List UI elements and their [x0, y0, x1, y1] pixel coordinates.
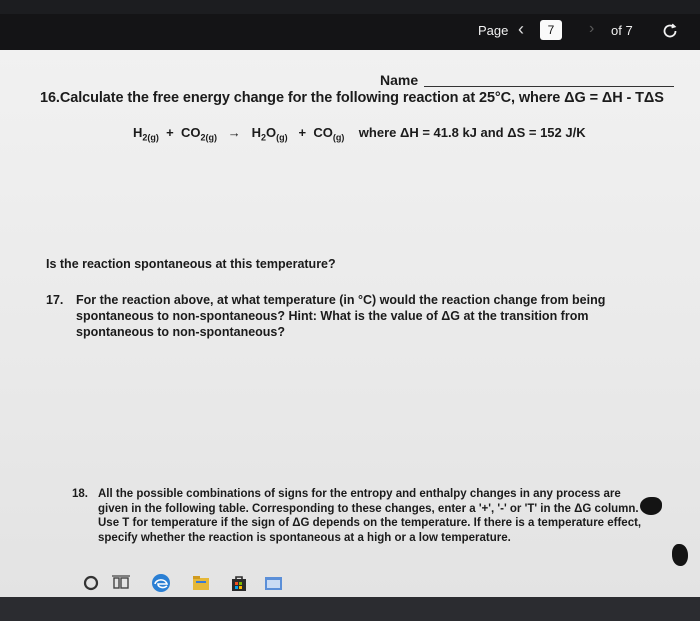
page-label: Page: [478, 23, 509, 38]
file-explorer-icon[interactable]: [190, 572, 212, 594]
page-number-input[interactable]: 7: [540, 20, 562, 40]
spontaneous-question: Is the reaction spontaneous at this temperature?: [46, 257, 336, 271]
circle-icon[interactable]: [80, 572, 102, 594]
question-18-number: 18.: [72, 488, 88, 500]
question-17-text: For the reaction above, at what temperature (in °C) would the reaction change from being spontaneous to non-spontaneous? Hint: What is the value of ΔG at the transition from spontaneous to non-spontaneous?: [76, 293, 606, 339]
bezel-shadow: [672, 544, 688, 566]
task-view-icon[interactable]: [110, 572, 132, 594]
chevron-right-icon[interactable]: ›: [589, 20, 595, 37]
folder-icon[interactable]: [262, 572, 284, 594]
name-label: Name: [380, 72, 419, 88]
monitor-bezel: [0, 597, 700, 621]
reaction-equation: $H_{2(g)} + CO_{2(g)}$ → $H_2O_{(g)}$ + $CO_{(g)}$ where ΔH = 41.8 kJ and ΔS = 152 J/K: [133, 125, 586, 143]
name-blank-line: [424, 86, 674, 87]
chevron-left-icon[interactable]: ‹: [518, 19, 524, 39]
question-17-number: 17.: [46, 293, 64, 307]
document-page: [0, 50, 700, 597]
question-18-text: All the possible combinations of signs for the entropy and enthalpy changes in any process are given in the following table. Corresponding to these changes, enter a '+', '-' or 'T' in the ΔG column. Use T for temperature if the sign of ΔG depends on the temperature. If there is a temperature effect, specify whether the reaction is spontaneous at a high or a low temperature.: [98, 488, 642, 544]
question-16: 16.Calculate the free energy change for the following reaction at 25°C, where ΔG = ΔH - TΔS: [40, 90, 664, 106]
edge-icon[interactable]: [150, 572, 172, 594]
bezel-shadow: [640, 497, 662, 515]
reload-icon[interactable]: [660, 21, 680, 41]
page-count: of 7: [611, 23, 633, 38]
document-toolbar: [0, 14, 700, 50]
store-icon[interactable]: [228, 572, 250, 594]
